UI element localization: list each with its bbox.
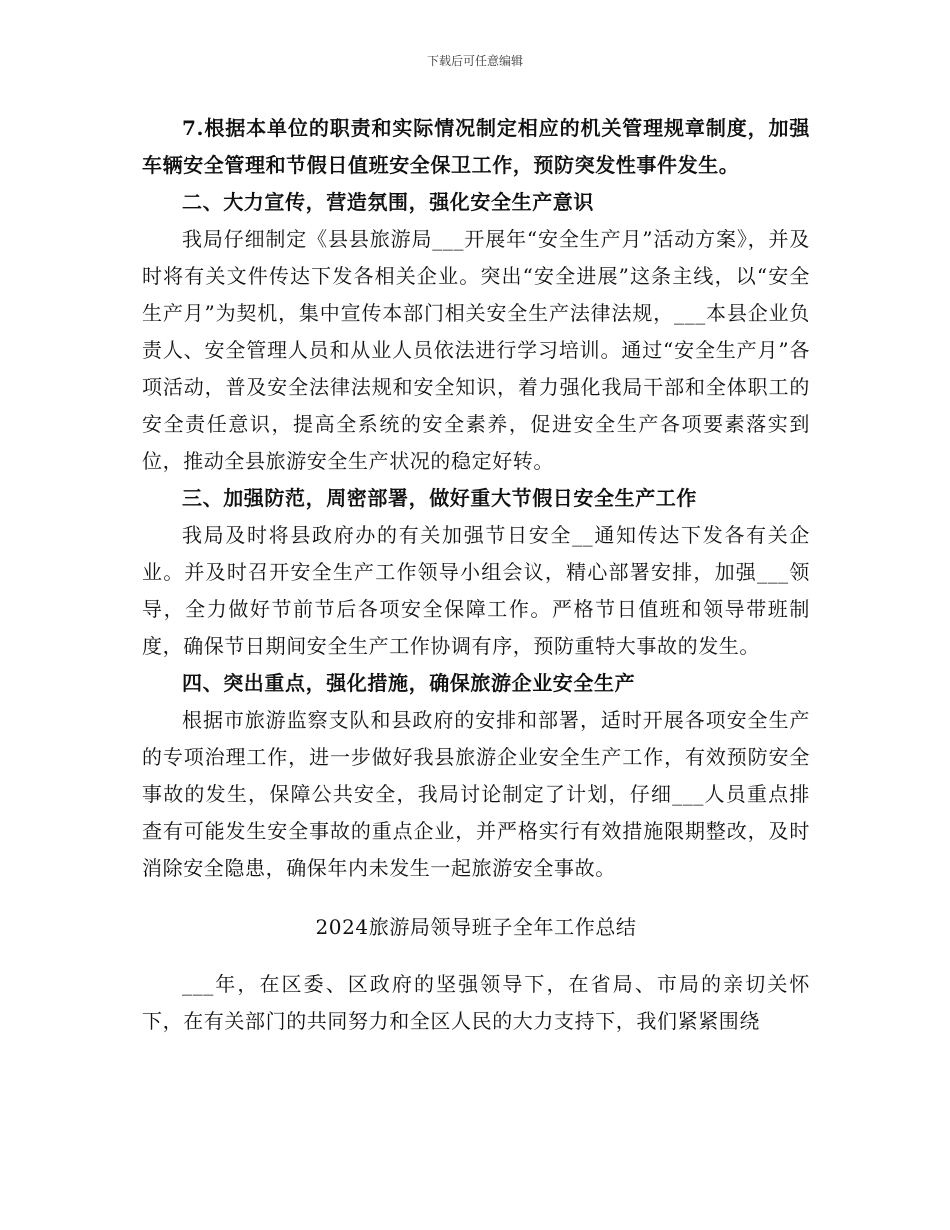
section-heading-3: 三、加强防范，周密部署，做好重大节假日安全生产工作 — [182, 486, 697, 510]
paragraph-annual-summary-intro: ___年，在区委、区政府的坚强领导下，在省局、市局的亲切关怀下，在有关部门的共同努力和全区人民的大力支持下，我们紧紧围绕 — [142, 972, 810, 1033]
section-heading-2: 二、大力宣传，营造氛围，强化安全生产意识 — [182, 190, 594, 214]
paragraph-publicity: 我局仔细制定《县县旅游局___开展年“安全生产月”活动方案》，并及时将有关文件传达下发各相关企业。突出“安全进展”这条主线，以“安全生产月”为契机，集中宣传本部门相关安全生产法律法规，___本县企业负责人、安全管理人员和从业人员依法进行学习培训。通过“安全生产月”各项活动，普及安全法律法规和安全知识，着力强化我局干部和全体职工的安全责任意识，提高全系统的安全素养，促进安全生产各项要素落实到位，推动全县旅游安全生产状况的稳定好转。 — [142, 227, 810, 473]
paragraph-holiday-safety: 我局及时将县政府办的有关加强节日安全__通知传达下发各有关企业。并及时召开安全生产工作领导小组会议，精心部署安排，加强___领导，全力做好节前节后各项安全保障工作。严格节日值班和领导带班制度，确保节日期间安全生产工作协调有序，预防重特大事故的发生。 — [142, 523, 810, 658]
document-title: 2024旅游局领导班子全年工作总结 — [315, 915, 637, 939]
paragraph-item-7: 7.根据本单位的职责和实际情况制定相应的机关管理规章制度，加强车辆安全管理和节假日值班安全保卫工作，预防突发性事件发生。 — [142, 116, 810, 177]
section-heading-4: 四、突出重点，强化措施，确保旅游企业安全生产 — [182, 671, 636, 695]
paragraph-enterprise-safety: 根据市旅游监察支队和县政府的安排和部署，适时开展各项安全生产的专项治理工作，进一步做好我县旅游企业安全生产工作，有效预防安全事故的发生，保障公共安全，我局讨论制定了计划，仔细___人员重点排查有可能发生安全事故的重点企业，并严格实行有效措施限期整改，及时消除安全隐患，确保年内未发生一起旅游安全事故。 — [142, 708, 810, 880]
document-body — [142, 110, 810, 1040]
page-header-note: 下载后可任意编辑 — [426, 54, 523, 68]
